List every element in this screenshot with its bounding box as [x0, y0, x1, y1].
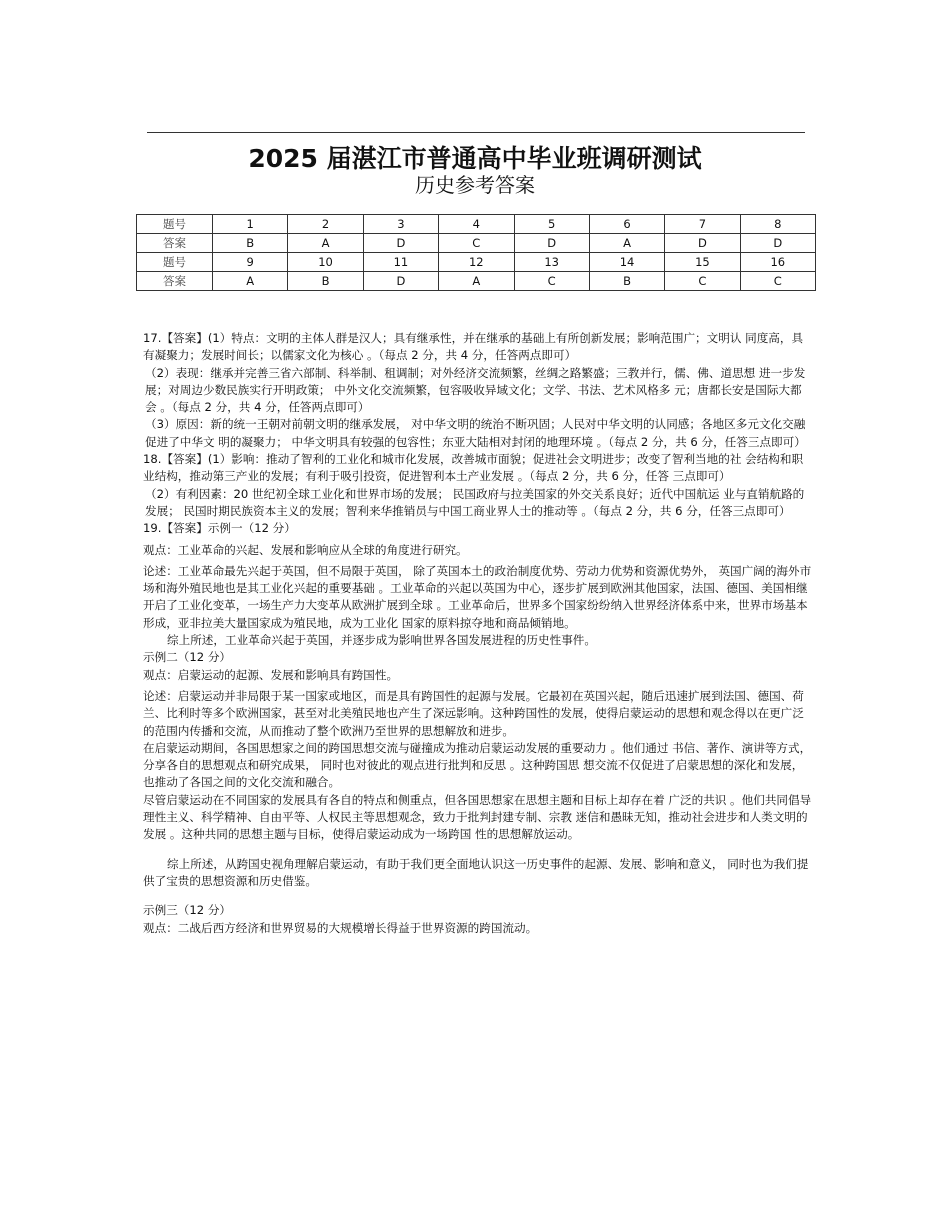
table-cell: 11	[363, 253, 438, 272]
table-cell: 12	[439, 253, 514, 272]
table-cell: A	[213, 272, 288, 291]
q17-part1: 17.【答案】(1）特点：文明的主体人群是汉人；具有继承性，并在继承的基础上有所创新发展；影响范围广；文明认 同度高，具有凝聚力；发展时间长；以儒家文化为核心 。（每点 2 分，共 4 分，任答两点即可）	[143, 331, 804, 363]
q18-part1: 18.【答案】(1）影响：推动了智利的工业化和城市化发展，改善城市面貌；促进社会文明进步；改变了智利当地的社 会结构和职业结构，推动第三产业的发展；有利于吸引投资，促进智利本土产业发展 。（每点 2 分，共 6 分，任答 三点即可）	[143, 452, 804, 484]
row-label: 答案	[137, 272, 213, 291]
table-cell: A	[589, 234, 664, 253]
table-cell: 9	[213, 253, 288, 272]
row-label: 题号	[137, 215, 213, 234]
answer-table-row	[137, 234, 816, 253]
example3-heading: 示例三（12 分）	[143, 903, 232, 918]
table-cell: C	[740, 272, 815, 291]
example2-viewpoint: 观点：启蒙运动的起源、发展和影响具有跨国性。	[143, 667, 399, 682]
table-cell: 8	[740, 215, 815, 234]
row-label: 题号	[137, 253, 213, 272]
table-cell: 13	[514, 253, 589, 272]
table-cell: 14	[589, 253, 664, 272]
table-cell: 5	[514, 215, 589, 234]
table-cell: C	[514, 272, 589, 291]
example2-summary: 综上所述，从跨国史视角理解启蒙运动，有助于我们更全面地认识这一历史事件的起源、发展、影响和意义， 同时也为我们提供了宝贵的思想资源和历史借鉴。	[143, 856, 809, 888]
page-title: 2025 届湛江市普通高中毕业班调研测试	[248, 144, 702, 173]
table-cell: C	[665, 272, 740, 291]
answer-table	[136, 214, 816, 291]
q17-part2: （2）表现：继承并完善三省六部制、科举制、租调制；对外经济交流频繁，丝绸之路繁盛；三教并行，儒、佛、道思想 进一步发展；对周边少数民族实行开明政策； 中外文化交流频繁，包容吸收异域文化；文学、书法、艺术风格多 元；唐都长安是国际大都会 。（每点 2 分，共 4 分，任答两点即可）	[145, 365, 806, 415]
table-cell: 16	[740, 253, 815, 272]
answer-table-row	[137, 215, 816, 234]
table-cell: 6	[589, 215, 664, 234]
answer-content	[143, 330, 813, 937]
table-cell: B	[288, 272, 363, 291]
table-cell: D	[514, 234, 589, 253]
table-cell: D	[363, 272, 438, 291]
q19-heading: 19.【答案】示例一（12 分）	[143, 521, 296, 536]
table-cell: 15	[665, 253, 740, 272]
row-label: 答案	[137, 234, 213, 253]
answer-table-row	[137, 272, 816, 291]
q17-part3: （3）原因：新的统一王朝对前朝文明的继承发展， 对中华文明的统治不断巩固；人民对中华文明的认同感；各地区多元文化交融促进了中华文 明的凝聚力； 中华文明具有较强的包容性；东亚大陆相对封闭的地理环境 。（每点 2 分，共 6 分，任答三点即可）	[145, 417, 806, 449]
header-rule	[147, 132, 805, 133]
example1-argument: 论述：工业革命最先兴起于英国，但不局限于英国， 除了英国本土的政治制度优势、劳动力优势和资源优势外， 英国广阔的海外市场和海外殖民地也是其工业化兴起的重要基础 。工业革命的兴起以英国为中心，逐步扩展到欧洲其他国家，法国、德国、美国相继开启了工业化变革，一场生产力大变革从欧洲扩展到全球 。工业革命后，世界多个国家纷纷纳入世界经济体系中来，世界市场基本形成，亚非拉美大量国家成为殖民地，成为工业化 国家的原料掠夺地和商品倾销地。	[143, 563, 812, 630]
table-cell: 3	[363, 215, 438, 234]
table-cell: B	[213, 234, 288, 253]
example2-argument-3: 尽管启蒙运动在不同国家的发展具有各自的特点和侧重点，但各国思想家在思想主题和目标上却存在着 广泛的共识 。他们共同倡导理性主义、科学精神、自由平等、人权民主等思想观念，致力于批判封建专制、宗教 迷信和愚昧无知，推动社会进步和人类文明的发展 。这种共同的思想主题与目标，使得启蒙运动成为一场跨国 性的思想解放运动。	[143, 792, 812, 842]
table-cell: B	[589, 272, 664, 291]
table-cell: C	[439, 234, 514, 253]
answer-table-row	[137, 253, 816, 272]
table-cell: A	[288, 234, 363, 253]
table-cell: 10	[288, 253, 363, 272]
example3-viewpoint: 观点：二战后西方经济和世界贸易的大规模增长得益于世界资源的跨国流动。	[143, 920, 538, 935]
example2-argument-2: 在启蒙运动期间，各国思想家之间的跨国思想交流与碰撞成为推动启蒙运动发展的重要动力 。他们通过 书信、著作、演讲等方式，分享各自的思想观点和研究成果， 同时也对彼此的观点进行批判和反思 。这种跨国思 想交流不仅促进了启蒙思想的深化和发展，也推动了各国之间的文化交流和融合。	[143, 740, 812, 790]
table-cell: A	[439, 272, 514, 291]
table-cell: D	[740, 234, 815, 253]
page-subtitle: 历史参考答案	[415, 173, 535, 197]
q18-part2: （2）有利因素：20 世纪初全球工业化和世界市场的发展； 民国政府与拉美国家的外交关系良好；近代中国航运 业与直销航路的发展； 民国时期民族资本主义的发展；智利来华推销员与中国工商业界人士的推动等 。（每点 2 分，共 6 分，任答三点即可）	[145, 486, 805, 518]
example2-argument-1: 论述：启蒙运动并非局限于某一国家或地区，而是具有跨国性的起源与发展。它最初在英国兴起，随后迅速扩展到法国、德国、荷兰、比利时等多个欧洲国家，甚至对北美殖民地也产生了深远影响。这种跨国性的发展，使得启蒙运动的思想和观念得以在更广泛的范围内传播和交流，从而推动了整个欧洲乃至世界的思想解放和进步。	[143, 688, 804, 738]
table-cell: D	[363, 234, 438, 253]
example1-viewpoint: 观点：工业革命的兴起、发展和影响应从全球的角度进行研究。	[143, 542, 468, 557]
table-cell: 2	[288, 215, 363, 234]
table-cell: 7	[665, 215, 740, 234]
table-cell: 4	[439, 215, 514, 234]
example2-heading: 示例二（12 分）	[143, 650, 232, 665]
example1-summary: 综上所述，工业革命兴起于英国，并逐步成为影响世界各国发展进程的历史性事件。	[167, 633, 596, 648]
table-cell: D	[665, 234, 740, 253]
table-cell: 1	[213, 215, 288, 234]
